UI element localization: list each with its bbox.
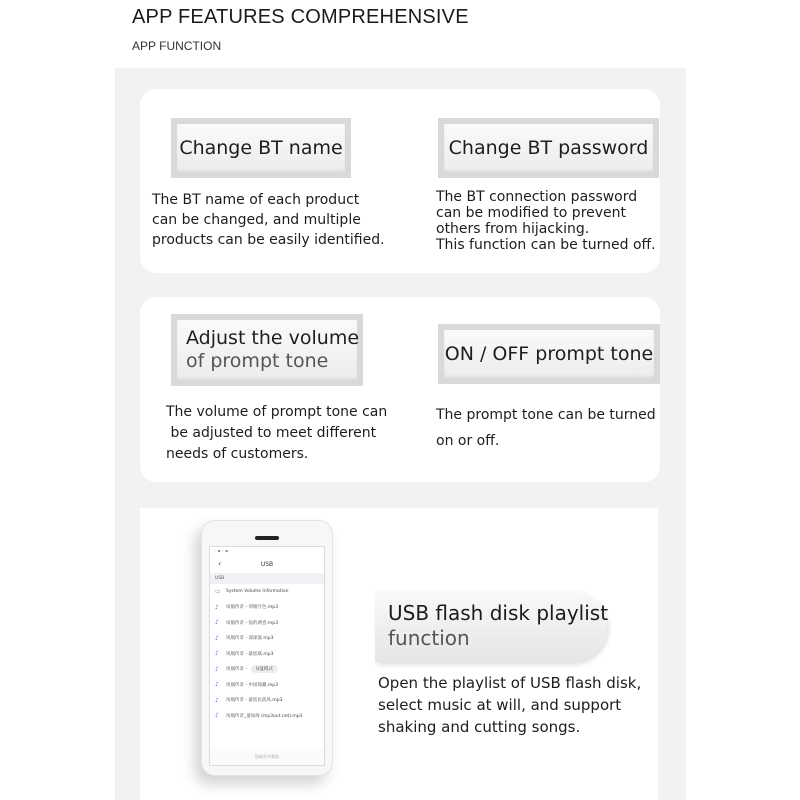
adjust-volume-description bbox=[166, 402, 387, 465]
change-bt-password-label: Change BT password bbox=[444, 124, 653, 172]
phone-speaker bbox=[255, 536, 279, 540]
desc-line: can be changed, and multiple bbox=[152, 212, 361, 228]
music-note-icon: ♪ bbox=[215, 634, 219, 642]
desc-line: needs of customers. bbox=[166, 446, 309, 462]
file-name: 凤凰传奇 - 荷塘月色.mp3 bbox=[226, 605, 279, 611]
file-name: 凤凰传奇 - 最炫民族风.mp3 bbox=[226, 698, 283, 704]
file-row[interactable] bbox=[210, 677, 324, 693]
change-bt-password-description bbox=[436, 189, 656, 253]
page-subtitle: APP FUNCTION bbox=[132, 39, 222, 53]
change-bt-name-description bbox=[152, 190, 385, 250]
folder-name: System Volume Information bbox=[226, 589, 289, 595]
back-icon[interactable]: ‹ bbox=[218, 559, 222, 568]
page-title: APP FEATURES COMPREHENSIVE bbox=[132, 6, 469, 28]
file-row[interactable] bbox=[210, 708, 324, 724]
label-line: of prompt tone bbox=[186, 350, 329, 372]
mode-toast: U盘模式 bbox=[251, 665, 278, 673]
file-row[interactable] bbox=[210, 631, 324, 647]
select-more-button[interactable]: 选取更多歌曲 bbox=[210, 749, 324, 765]
desc-line: Open the playlist of USB flash disk, bbox=[378, 674, 642, 692]
adjust-volume-tag bbox=[171, 314, 363, 386]
phone-screen bbox=[209, 546, 325, 766]
desc-line: This function can be turned off. bbox=[436, 237, 656, 253]
desc-line: products can be easily identified. bbox=[152, 232, 385, 248]
file-row[interactable] bbox=[210, 646, 324, 662]
prompt-tone-toggle-label: ON / OFF prompt tone bbox=[444, 330, 654, 378]
prompt-tone-toggle-description bbox=[436, 402, 656, 454]
screen-header bbox=[210, 555, 324, 573]
change-bt-name-tag bbox=[171, 118, 351, 178]
desc-line: The BT name of each product bbox=[152, 192, 360, 208]
file-name: 凤凰传奇 - 中国保藏.mp3 bbox=[226, 682, 279, 688]
folder-icon: ▭ bbox=[215, 588, 221, 596]
path-breadcrumb: USB bbox=[210, 573, 324, 584]
file-row[interactable] bbox=[210, 693, 324, 709]
folder-row[interactable] bbox=[210, 584, 324, 600]
label-line: function bbox=[388, 626, 470, 650]
music-note-icon: ♪ bbox=[215, 696, 219, 704]
desc-line: on or off. bbox=[436, 433, 500, 449]
music-note-icon: ♪ bbox=[215, 619, 219, 627]
music-note-icon: ♪ bbox=[215, 681, 219, 689]
label-line: Adjust the volume bbox=[186, 327, 360, 349]
file-name: 凤凰传奇_童如海 (mp3out.net).mp3 bbox=[226, 713, 303, 719]
change-bt-name-label: Change BT name bbox=[177, 124, 345, 172]
file-row[interactable] bbox=[210, 615, 324, 631]
desc-line: The volume of prompt tone can bbox=[166, 404, 388, 420]
music-note-icon: ♪ bbox=[215, 665, 219, 673]
file-name: 凤凰传奇 - 狼的诱惑.mp3 bbox=[226, 620, 279, 626]
desc-line: select music at will, and support bbox=[378, 696, 622, 714]
desc-line: The prompt tone can be turned bbox=[436, 407, 656, 423]
desc-line: shaking and cutting songs. bbox=[378, 718, 581, 736]
phone-mockup bbox=[201, 520, 333, 776]
adjust-volume-label bbox=[177, 320, 360, 380]
prompt-tone-toggle-tag bbox=[438, 324, 660, 384]
usb-playlist-description bbox=[378, 672, 641, 738]
desc-line: The BT connection password bbox=[436, 189, 638, 205]
file-name: 凤凰传奇 - 深深爱.mp3 bbox=[226, 636, 274, 642]
file-name: 凤凰传奇 - bbox=[226, 667, 248, 673]
music-note-icon: ♪ bbox=[215, 603, 219, 611]
change-bt-password-tag bbox=[438, 118, 659, 178]
music-note-icon: ♪ bbox=[215, 712, 219, 720]
desc-line: be adjusted to meet different bbox=[166, 425, 377, 441]
file-row[interactable] bbox=[210, 600, 324, 616]
usb-playlist-label bbox=[388, 601, 608, 651]
desc-line: others from hijacking. bbox=[436, 221, 590, 237]
screen-title: USB bbox=[260, 560, 274, 568]
music-note-icon: ♪ bbox=[215, 650, 219, 658]
status-bar: ◦ ▪ ◦ ▪ bbox=[214, 548, 228, 553]
file-name: 凤凰传奇 - 最炫联.mp3 bbox=[226, 651, 274, 657]
file-row[interactable] bbox=[210, 662, 324, 678]
desc-line: can be modified to prevent bbox=[436, 205, 627, 221]
label-line: USB flash disk playlist bbox=[388, 601, 609, 625]
